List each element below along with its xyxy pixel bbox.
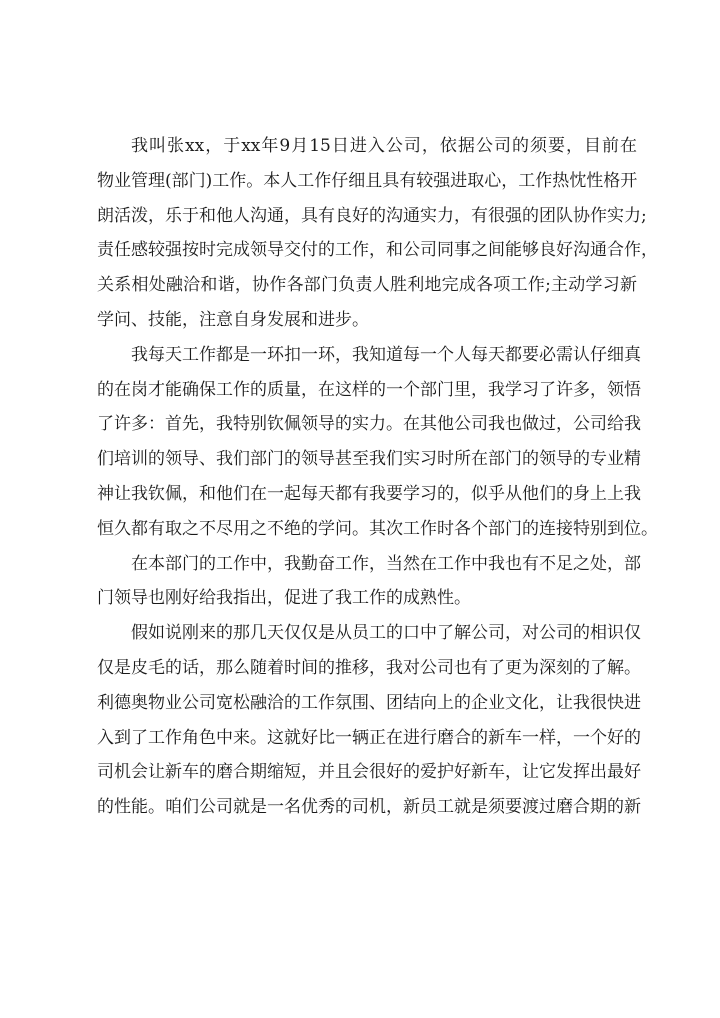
text-line: 的性能。咱们公司就是一名优秀的司机，新员工就是须要渡过磨合期的新 bbox=[97, 797, 641, 818]
text-line: 入到了工作角色中来。这就好比一辆正在进行磨合的新车一样，一个好的 bbox=[97, 727, 641, 748]
text-line: 利德奥物业公司宽松融洽的工作氛围、团结向上的企业文化，让我很快进 bbox=[97, 692, 641, 713]
text-line: 神让我钦佩，和他们在一起每天都有我要学习的，似乎从他们的身上上我 bbox=[97, 483, 641, 504]
paragraph-company-understanding bbox=[97, 616, 641, 825]
text-line: 关系相处融洽和谐，协作各部门负责人胜利地完成各项工作;主动学习新 bbox=[97, 275, 637, 296]
text-line: 门领导也刚好给我指出，促进了我工作的成熟性。 bbox=[97, 588, 471, 609]
paragraph-self-introduction bbox=[97, 129, 658, 338]
text-line: 仅是皮毛的话，那么随着时间的推移，我对公司也有了更为深刻的了解。 bbox=[97, 657, 641, 678]
text-line: 学问、技能，注意自身发展和进步。 bbox=[97, 309, 369, 330]
paragraph-daily-work bbox=[97, 338, 658, 547]
text-line: 在本部门的工作中，我勤奋工作，当然在工作中我也有不足之处，部 bbox=[131, 553, 641, 574]
text-line: 们培训的领导、我们部门的领导甚至我们实习时所在部门的领导的专业精 bbox=[97, 449, 641, 470]
text-line: 恒久都有取之不尽用之不绝的学问。其次工作时各个部门的连接特别到位。 bbox=[97, 518, 658, 539]
text-line: 我每天工作都是一环扣一环，我知道每一个人每天都要必需认仔细真 bbox=[131, 344, 641, 365]
text-line: 我叫张xx，于xx年9月15日进入公司，依据公司的须要，目前在 bbox=[131, 136, 637, 156]
text-line: 司机会让新车的磨合期缩短，并且会很好的爱护好新车，让它发挥出最好 bbox=[97, 762, 641, 783]
document-body bbox=[97, 129, 658, 825]
text-line: 物业管理(部门)工作。本人工作仔细且具有较强进取心，工作热忱性格开 bbox=[97, 170, 638, 191]
paragraph-shortcomings bbox=[97, 547, 641, 617]
text-line: 假如说刚来的那几天仅仅是从员工的口中了解公司，对公司的相识仅 bbox=[131, 623, 641, 644]
text-line: 的在岗才能确保工作的质量，在这样的一个部门里，我学习了许多，领悟 bbox=[97, 379, 641, 400]
text-line: 朗活泼，乐于和他人沟通，具有良好的沟通实力，有很强的团队协作实力; bbox=[97, 205, 647, 226]
text-line: 责任感较强按时完成领导交付的工作，和公司同事之间能够良好沟通合作， bbox=[97, 240, 658, 261]
text-line: 了许多：首先，我特别钦佩领导的实力。在其他公司我也做过，公司给我 bbox=[97, 414, 641, 435]
